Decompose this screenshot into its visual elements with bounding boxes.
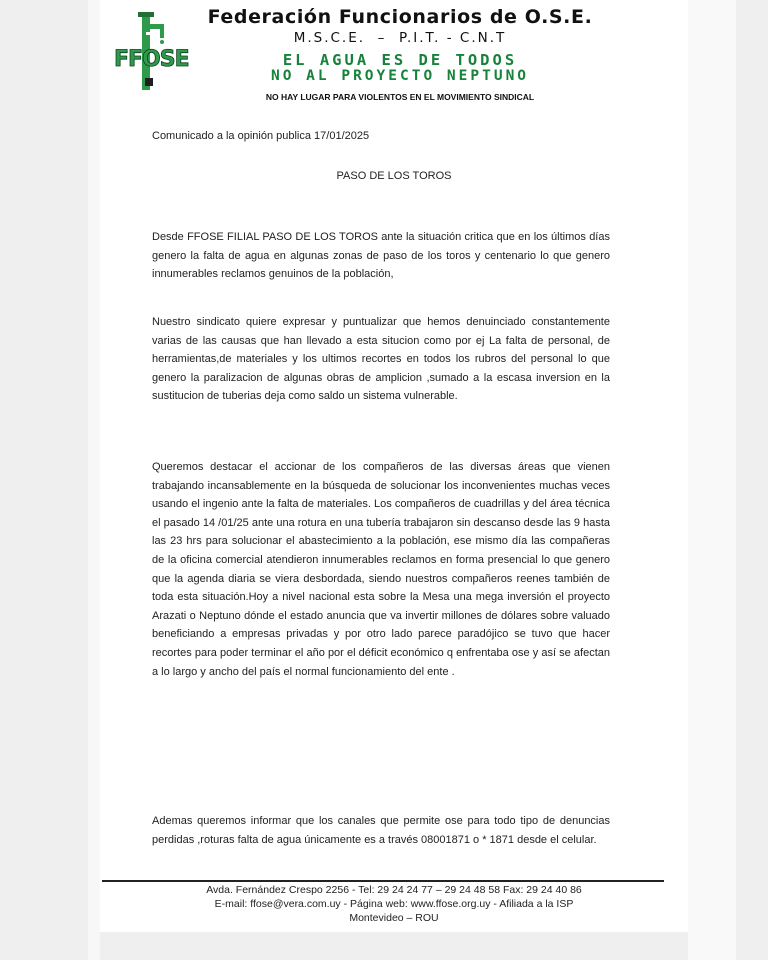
paragraph-1: Desde FFOSE FILIAL PASO DE LOS TOROS ante la situación critica que en los últimos días genero la falta de agua en algunas zonas de paso de los toros y centenario lo que genero innumerables reclamos genuinos de la población, <box>152 231 610 281</box>
footer-contact: E-mail: ffose@vera.com.uy - Página web: www.ffose.org.uy - Afiliada a la ISP <box>214 898 574 910</box>
svg-text:FFOSE: FFOSE <box>114 47 189 72</box>
header-note: NO HAY LUGAR PARA VIOLENTOS EN EL MOVIMIENTO SINDICAL <box>265 92 535 102</box>
affiliation-line: M.S.C.E. – P.I.T. - C.N.T <box>293 30 507 46</box>
document-page <box>100 0 688 932</box>
federation-title: Federación Funcionarios de O.S.E. <box>207 6 593 28</box>
footer-divider <box>102 880 664 882</box>
footer-city: Montevideo – ROU <box>349 912 439 924</box>
ffose-logo <box>112 12 204 92</box>
communique-heading: PASO DE LOS TOROS <box>336 170 452 182</box>
paragraph-3: Queremos destacar el accionar de los compañeros de las diversas áreas que vienen trabajando incansablemente en la búsqueda de solucionar los inconvenientes muchas veces usando el ingenio ante la falta de materiales. Los compañeros de cuadrillas y del área técnica el pasado 14 /01/25 ante una rotura en una tubería trabajaron sin descanso desde las 9 hasta las 23 hrs para solucionar el abastecimiento a la población, ese mismo día las compañeras de la oficina comercial atendieron innumerables reclamos en forma presencial lo que genero que la agenda diaria se viera desbordada, siendo nuestros compañeros reenes también de toda esta situación.Hoy a nivel nacional esta sobre la Mesa una mega inversión el proyecto Arazati o Neptuno dónde el estado anuncia que va invertir millones de dólares sobre valuado beneficiando a empresas privadas y por otro lado parece paradójico se tuvo que hacer recortes para poder terminar el año por el déficit económico q enfrentaba ose y así se afectan a lo largo y ancho del país el normal funcionamiento del ente . <box>152 461 610 678</box>
slogan-line-2: NO AL PROYECTO NEPTUNO <box>270 68 530 84</box>
footer-address: Avda. Fernández Crespo 2256 - Tel: 29 24 24 77 – 29 24 48 58 Fax: 29 24 40 86 <box>206 884 582 896</box>
paragraph-4: Ademas queremos informar que los canales que permite ose para todo tipo de denuncias perdidas ,roturas falta de agua únicamente es a través 08001871 o * 1871 desde el celular. <box>152 815 610 846</box>
page-shadow-right <box>688 0 736 960</box>
communique-date: Comunicado a la opinión publica 17/01/2025 <box>152 130 370 142</box>
page-shadow-left <box>88 0 100 960</box>
paragraph-2: Nuestro sindicato quiere expresar y puntualizar que hemos denuinciado constantemente varias de las causas que han llevado a esta situcion como por ej La falta de personal, de herramientas,de materiales y los ultimos recortes en todos los rubros del personal lo que genero la paralizacion de algunas obras de amplicion ,sumado a la escasa inversion en la sustitucion de tuberias deja como saldo un sistema vulnerable. <box>152 316 610 403</box>
slogan-line-1: EL AGUA ES DE TODOS <box>282 51 518 69</box>
